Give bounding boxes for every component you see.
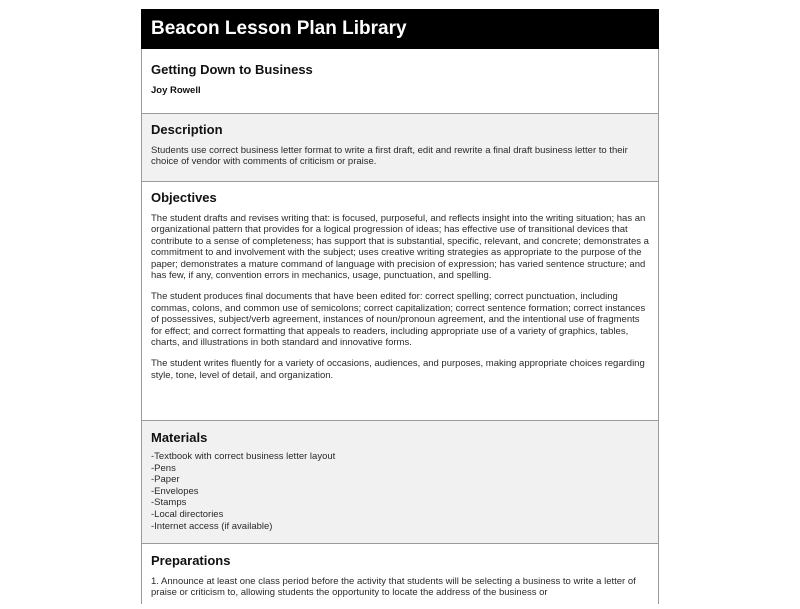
lesson-title: Getting Down to Business — [151, 62, 313, 77]
lesson-header-section — [141, 49, 659, 114]
list-item: -Textbook with correct business letter layout — [151, 451, 336, 462]
description-text: Students use correct business letter format to write a first draft, edit and rewrite a final draft business letter to their choice of vendor with comments of criticism or praise. — [151, 145, 628, 168]
materials-heading: Materials — [151, 430, 208, 445]
list-item: -Pens — [151, 462, 176, 474]
list-item: -Paper — [151, 474, 180, 486]
list-item: -Local directories — [151, 508, 224, 520]
preparations-heading: Preparations — [151, 553, 231, 568]
materials-section — [141, 421, 659, 544]
lesson-page — [141, 9, 659, 609]
library-banner — [141, 9, 659, 49]
preparations-text: 1. Announce at least one class period before the activity that students will be selecting a business to write a letter of praise or criticism to, allowing students the opportunity to locate the address of the business or — [151, 576, 636, 599]
list-item: -Envelopes — [151, 485, 199, 497]
objectives-section — [141, 182, 659, 421]
description-heading: Description — [151, 122, 223, 137]
list-item: -Internet access (if available) — [151, 520, 273, 532]
preparations-section — [141, 544, 659, 604]
lesson-author: Joy Rowell — [151, 85, 201, 96]
objective-paragraph: The student writes fluently for a variety of occasions, audiences, and purposes, making appropriate choices regarding style, tone, level of detail, and organization. — [151, 358, 645, 381]
objective-paragraph: The student produces final documents that have been edited for: correct spelling; correct punctuation, including commas, colons, and common use of semicolons; correct capitalization; correct sentence formation; correct instances of possessives, subject/verb agreement, instances of noun/pronoun agreement, and the intentional use of fragments for effect; and correct formatting that appeals to readers, including appropriate use of a variety of graphics, tables, charts, and illustrations in both standard and innovative forms. — [151, 291, 646, 349]
list-item: -Stamps — [151, 497, 187, 509]
library-title: Beacon Lesson Plan Library — [151, 18, 407, 39]
materials-list — [151, 451, 649, 532]
objectives-heading: Objectives — [151, 190, 217, 205]
objective-paragraph: The student drafts and revises writing that: is focused, purposeful, and reflects insight into the writing situation; has an organizational pattern that provides for a logical progression of ideas; has effective use of transitional devices that contribute to a sense of completeness; has support that is substantial, specific, relevant, and concrete; demonstrates a commitment to and involvement with the subject; uses creative writing strategies as appropriate to the purpose of the paper; demonstrates a mature command of language with precision of expression; has varied sentence structure; and has few, if any, convention errors in mechanics, usage, punctuation, and spelling. — [151, 213, 649, 282]
description-section — [141, 114, 659, 182]
